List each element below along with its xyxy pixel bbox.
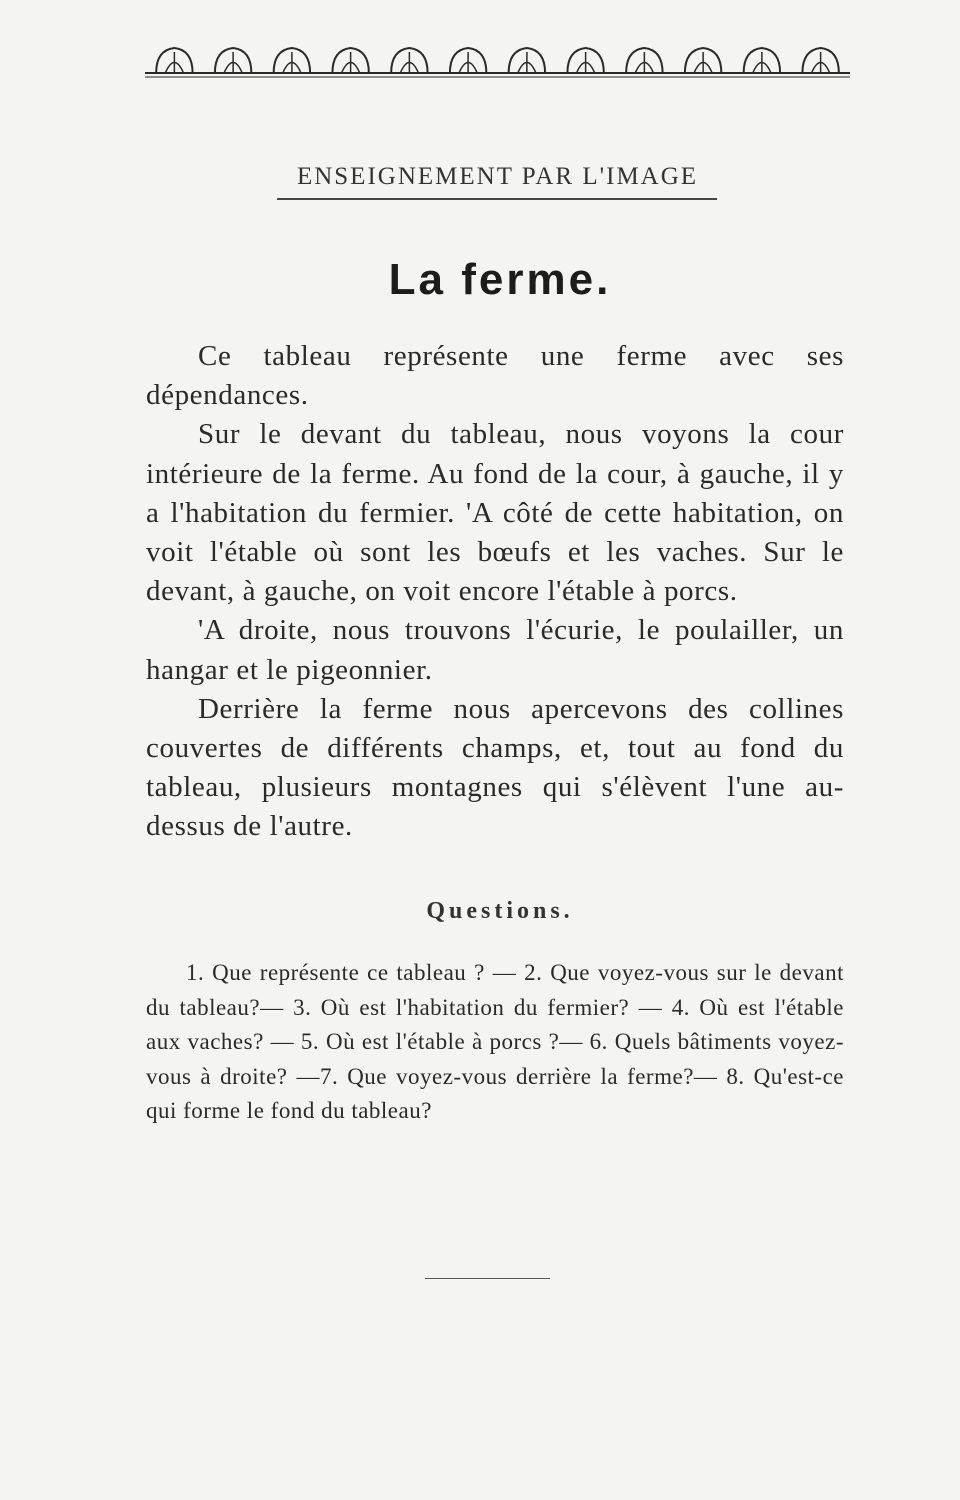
lesson-text [146, 337, 844, 847]
questions-text: 1. Que représente ce tableau ? — 2. Que voyez-vous sur le devant du tableau?— 3. Où est l'habitation du fermier? — 4. Où est l'étable aux vaches? — 5. Où est l'étable à porcs ?— 6. Quels bâtiments voyez-vous à droite? —7. Que voyez-vous derrière la ferme?— 8. Qu'est-ce qui forme le fond du tableau? [146, 960, 844, 1123]
section-header: ENSEIGNEMENT PAR L'IMAGE [296, 163, 699, 190]
end-divider [425, 1278, 550, 1279]
header-underline [277, 198, 717, 200]
page-title: La ferme. [388, 255, 612, 304]
paragraph-1: Ce tableau représente une ferme avec ses dépendances. [146, 340, 844, 412]
paragraph-2: Sur le devant du tableau, nous voyons la cour intérieure de la ferme. Au fond de la cour, à gauche, il y a l'habitation du fermier. 'A côté de cette habitation, on voit l'étable où sont les bœufs et les vaches. Sur le devant, à gauche, on voit encore l'étable à porcs. [146, 418, 844, 608]
paragraph-4: Derrière la ferme nous apercevons des collines couvertes de différents champs, et, tout au fond du tableau, plusieurs montagnes qui s'élèvent l'une au-dessus de l'autre. [146, 692, 844, 843]
questions-heading: Questions. [426, 898, 574, 924]
decorative-border-icon [145, 40, 850, 95]
paragraph-3: 'A droite, nous trouvons l'écurie, le poulailler, un hangar et le pigeonnier. [146, 614, 844, 686]
